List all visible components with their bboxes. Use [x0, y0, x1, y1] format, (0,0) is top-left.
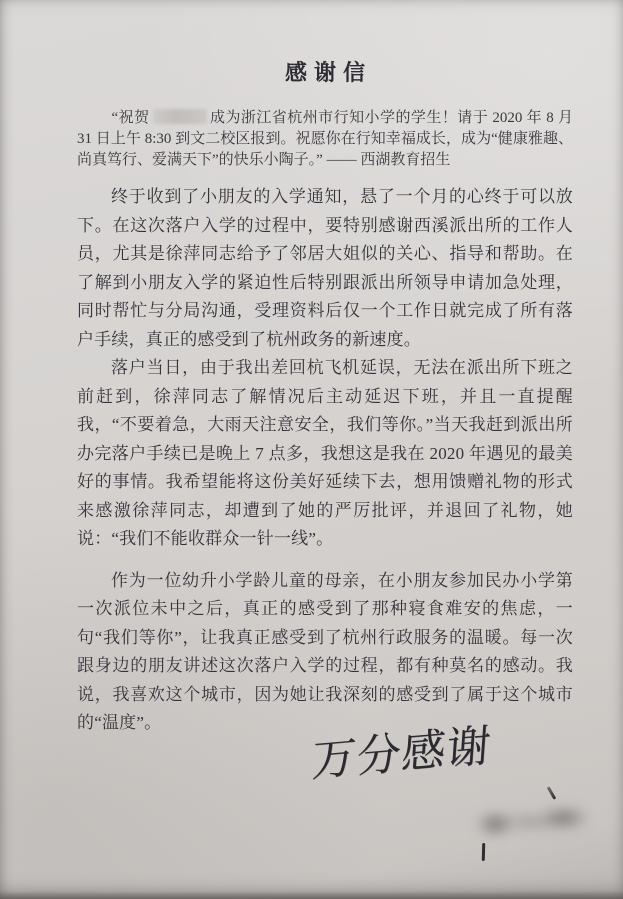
- paragraph-1: 终于收到了小朋友的入学通知，悬了一个月的心终于可以放下。在这次落户入学的过程中，要特别感谢西溪派出所的工作人员，尤其是徐萍同志给予了邻居大姐似的关心、指导和帮助。在了解到小朋友入学的紧迫性后特别跟派出所领导申请加急处理，同时帮忙与分局沟通，受理资料后仅一个工作日就完成了所有落户手续，真正的感受到了杭州政务的新速度。: [77, 187, 573, 349]
- letter-body: [77, 58, 573, 738]
- quote-suffix: 成为浙江省杭州市行知小学的学生！请于 2020 年 8 月 31 日上午 8:30 到文二校区报到。祝愿你在行知幸福成长，成为“健康雅趣、尚真笃行、爱满天下”的快乐小陶子。” —— 西湖教育招生: [77, 110, 573, 168]
- redacted-name-blur: [153, 109, 207, 124]
- pen-vertical-stroke: [482, 843, 485, 861]
- letter-paragraphs: [77, 183, 573, 738]
- redacted-signature-blur: [478, 800, 596, 844]
- quote-prefix: “祝贺: [111, 110, 150, 126]
- admission-notice-quote: [77, 108, 573, 171]
- paragraph-2: 落户当日，由于我出差回杭飞机延误，无法在派出所下班之前赶到，徐萍同志了解情况后主动延迟下班，并且一直提醒我，“不要着急，大雨天注意安全，我们等你。”当天我赶到派出所办完落户手续已是晚上 7 点多，我想这是我在 2020 年遇见的最美好的事情。我希望能将这份美好延续下去，想用馈赠礼物的形式来感激徐萍同志，却遭到了她的严厉批评，并退回了礼物，她说：“我们不能收群众一针一线”。: [77, 358, 573, 548]
- pen-tick-mark: [547, 786, 557, 800]
- paragraph-3: 作为一位幼升小学龄儿童的母亲，在小朋友参加民办小学第一次派位未中之后，真正的感受到了那种寝食难安的焦虑，一句“我们等你”，让我真正感受到了杭州行政服务的温暖。每一次跟身边的朋友讲述这次落户入学的过程，都有种莫名的感动。我说，我喜欢这个城市，因为她让我深刻的感受到了属于这个城市的“温度”。: [77, 570, 573, 732]
- handwritten-closing: 万分感谢: [310, 721, 494, 787]
- letter-title: 感谢信: [284, 60, 372, 85]
